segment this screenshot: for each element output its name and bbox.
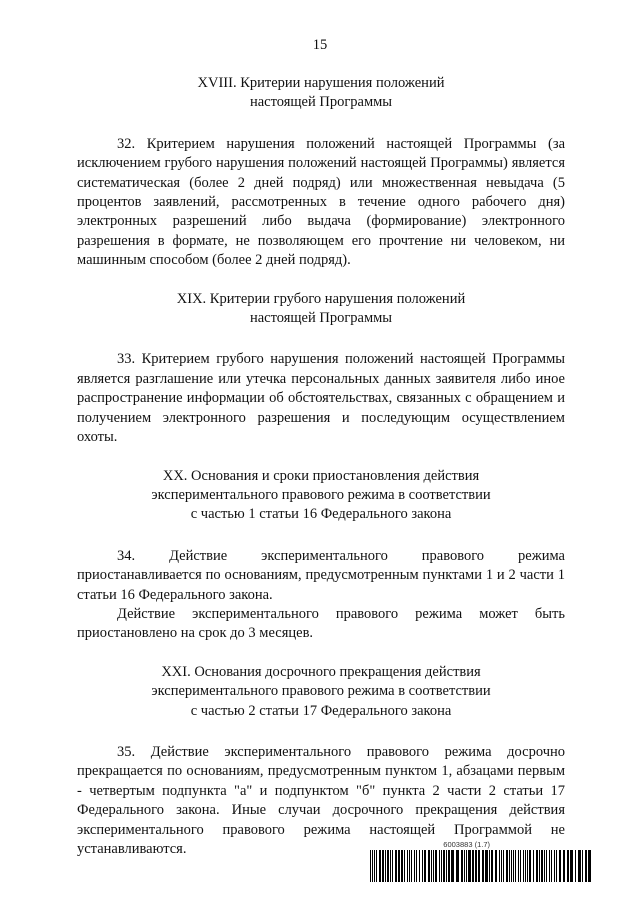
barcode-bar — [544, 850, 545, 882]
barcode-bar — [525, 850, 526, 882]
barcode-bar — [431, 850, 432, 882]
barcode-bar — [422, 850, 423, 882]
barcode-bar — [428, 850, 430, 882]
barcode-bar — [435, 850, 437, 882]
barcode-bar — [398, 850, 400, 882]
barcode-bar — [482, 850, 484, 882]
barcode-bar — [468, 850, 471, 882]
barcode-bar — [541, 850, 543, 882]
barcode-bar — [407, 850, 408, 882]
barcode-bar — [385, 850, 386, 882]
barcode-bar — [515, 850, 516, 882]
page-number: 15 — [312, 37, 328, 53]
barcode-bar — [533, 850, 534, 882]
barcode-bar — [501, 850, 502, 882]
barcode-bar — [475, 850, 477, 882]
barcode-bar — [416, 850, 417, 882]
heading-line: XVIII. Критерии нарушения положений — [197, 75, 445, 91]
section-heading-xx — [77, 467, 565, 525]
barcode-bar — [567, 850, 569, 882]
barcode-bar — [466, 850, 467, 882]
barcode-bar — [549, 850, 550, 882]
barcode-bar — [446, 850, 447, 882]
barcode-bar — [379, 850, 381, 882]
barcode — [370, 840, 592, 884]
barcode-bar — [387, 850, 389, 882]
barcode-bar — [374, 850, 375, 882]
heading-line: XX. Основания и сроки приостановления действия — [162, 467, 480, 484]
barcode-bar — [419, 850, 420, 882]
paragraph-33: 33. Критерием грубого нарушения положений настоящей Программы является разглашение или утечка персональных данных заявителя либо иное распространение информации об обстоятельствах, связанных с обращением и получением электронного разрешения и последующим осуществлением охоты. — [77, 351, 565, 446]
barcode-bar — [529, 850, 531, 882]
barcode-code: 6003883 (1.7) — [443, 840, 490, 849]
heading-line: XXI. Основания досрочного прекращения действия — [161, 663, 481, 680]
barcode-bar — [404, 850, 405, 882]
barcode-bar — [376, 850, 377, 882]
barcode-bar — [585, 850, 587, 882]
barcode-bar — [513, 850, 514, 882]
paragraph-32: 32. Критерием нарушения положений настоящей Программы (за исключением грубого нарушения положений настоящей Программы) является систематическая (более 2 дней подряд) или множественная невыдача (5 процентов заявлений, рассмотренных в течение одного рабочего дня) электронных разрешений либо выдача (формирование) электронного разрешения в формате, не позволяющем его прочтение ни человеком, ни машинным способом (более 2 дней подряд). — [77, 135, 565, 269]
section-heading-xviii — [77, 74, 565, 113]
barcode-bar — [441, 850, 442, 882]
barcode-bar — [409, 850, 410, 882]
barcode-bar — [390, 850, 391, 882]
barcode-bar — [559, 850, 561, 882]
barcode-bar — [443, 850, 445, 882]
barcode-bar — [461, 850, 463, 882]
barcode-bar — [372, 850, 373, 882]
barcode-bar — [424, 850, 426, 882]
barcode-bar — [491, 850, 493, 882]
barcode-bar — [382, 850, 384, 882]
heading-line: с частью 2 статьи 17 Федерального закона — [190, 702, 452, 719]
barcode-bar — [563, 850, 565, 882]
barcode-bar — [582, 850, 583, 882]
barcode-bar — [495, 850, 497, 882]
heading-line: настоящей Программы — [249, 310, 393, 327]
barcode-bar — [556, 850, 557, 882]
heading-line: экспериментального правового режима в соответствии — [151, 683, 491, 700]
barcode-bar — [509, 850, 510, 882]
barcode-bar — [370, 850, 371, 882]
heading-line: экспериментального правового режима в соответствии — [151, 486, 491, 503]
barcode-bar — [395, 850, 397, 882]
barcode-bar — [401, 850, 403, 882]
barcode-bar — [536, 850, 538, 882]
paragraph-35: 35. Действие экспериментального правового режима досрочно прекращается по основаниям, предусмотренным пунктом 1, абзацами первым - четвертым подпункта "а" и подпунктом "б" пункта 2 части 2 статьи 17 Федерального закона. Иные случаи досрочного прекращения действия экспериментального правового режима настоящей Программой не устанавливаются. — [77, 743, 565, 857]
barcode-bar — [448, 850, 450, 882]
document-body — [77, 74, 565, 859]
barcode-bar — [506, 850, 508, 882]
barcode-bar — [414, 850, 415, 882]
barcode-bar — [518, 850, 519, 882]
barcode-bar — [433, 850, 434, 882]
barcode-icon — [370, 850, 592, 882]
barcode-bar — [551, 850, 552, 882]
barcode-bar — [520, 850, 521, 882]
barcode-bar — [523, 850, 524, 882]
barcode-bar — [578, 850, 581, 882]
paragraph-34-continued: Действие экспериментального правового режима может быть приостановлено на срок до 3 месяцев. — [77, 605, 565, 642]
barcode-bar — [511, 850, 512, 882]
barcode-bar — [478, 850, 480, 882]
barcode-bar — [439, 850, 440, 882]
barcode-bar — [554, 850, 555, 882]
barcode-bar — [546, 850, 547, 882]
barcode-bar — [472, 850, 474, 882]
barcode-bar — [503, 850, 504, 882]
barcode-bar — [499, 850, 500, 882]
heading-line: XIX. Критерии грубого нарушения положений — [176, 290, 466, 307]
barcode-bar — [570, 850, 573, 882]
section-heading-xix — [77, 290, 565, 329]
barcode-bar — [527, 850, 528, 882]
heading-line: с частью 1 статьи 16 Федерального закона — [190, 506, 452, 523]
barcode-bar — [485, 850, 488, 882]
paragraph-34: 34. Действие экспериментального правового режима приостанавливается по основаниям, предусмотренным пунктами 1 и 2 части 1 статьи 16 Федерального закона. — [77, 547, 565, 603]
barcode-bar — [392, 850, 393, 882]
section-heading-xxi — [77, 663, 565, 721]
barcode-bar — [411, 850, 412, 882]
barcode-bar — [588, 850, 591, 882]
barcode-bar — [539, 850, 540, 882]
barcode-bar — [464, 850, 465, 882]
barcode-bar — [451, 850, 454, 882]
barcode-bar — [456, 850, 459, 882]
heading-line: настоящей Программы — [249, 94, 393, 111]
barcode-bar — [489, 850, 490, 882]
barcode-bar — [575, 850, 576, 882]
